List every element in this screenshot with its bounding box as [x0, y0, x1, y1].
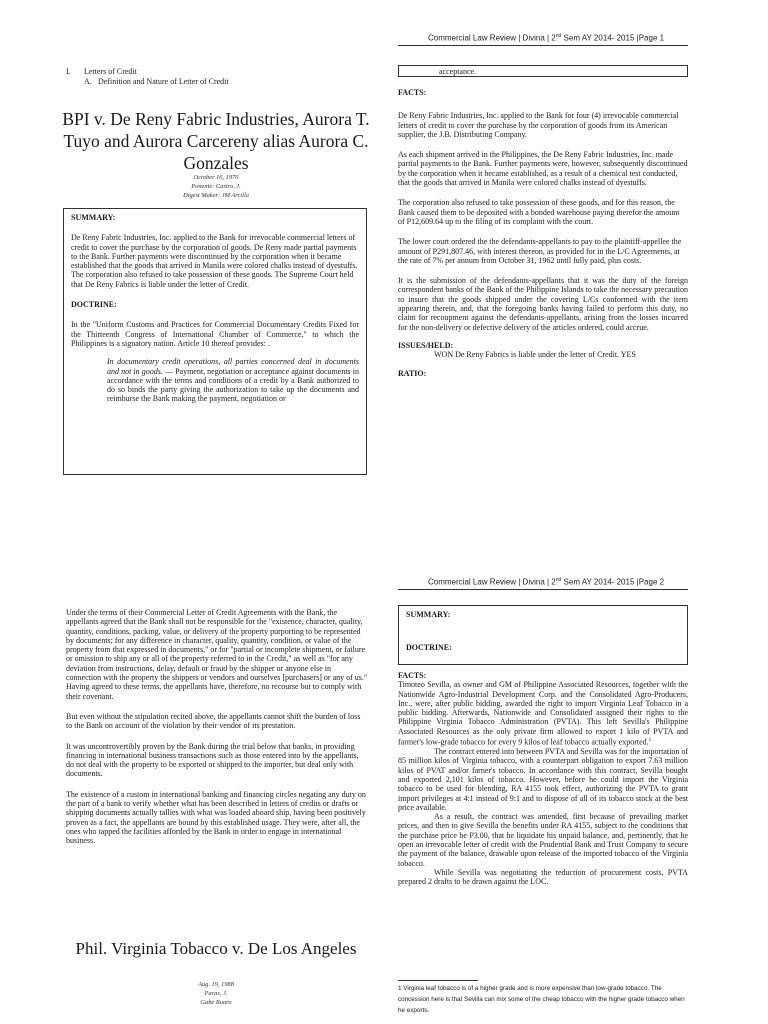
facts-paragraph: The lower court ordered the the defendants-appellants to pay to the plaintiff-appellee the amount of P291,807.46, with interest thereon, as provided for in the L/C Agreements, at the rate of 7% per annum from October 31, 1962 until fully paid, plus costs. [398, 237, 682, 265]
summary-heading: SUMMARY: [71, 213, 116, 222]
continued-box [398, 65, 688, 77]
issues-text: WON De Reny Fabrics is liable under the letter of Credit. YES [434, 350, 636, 360]
facts-section-2 [398, 671, 688, 886]
doctrine-heading-2: DOCTRINE: [406, 643, 452, 652]
summary-heading-2: SUMMARY: [406, 610, 451, 619]
facts-heading: FACTS: [398, 88, 427, 97]
issues-heading: ISSUES/HELD: [398, 340, 454, 350]
case-date: October 16, 1970 [193, 174, 239, 181]
outline-letter: A. [84, 77, 92, 86]
page-header: Commercial Law Review | Divina | 2nd Sem AY 2014- 2015 |Page 1 [428, 33, 665, 43]
facts-paragraph-2: Timoteo Sevilla, as owner and GM of Philippine Associated Resources, together with the Nationwide Agro-Industrial Development Corp. and the Consolidated Agro-Producers, Inc., were, after public bidding, awarded the right to import Virginia Leaf Tobacco in a public bidding. Afterwards, Nationwide and Consolidated assigned their rights to the Philippine Virginia Tobacco Administration (PVTA). This left Sevilla's Philippine Associated Resources as the only private firm allowed to export 1 kilo of PVTA and farmer's low-grade tobacco for every 9 kilos of leaf tobacco actually exported.$^1$ [398, 680, 688, 747]
case-date-2: Aug. 19, 1988 [198, 981, 234, 988]
continued-text: acceptance. [439, 67, 477, 76]
case-digest-maker: Digest Maker: JM Arcilla [183, 192, 249, 199]
facts-paragraph-2: As a result, the contract was amended, first because of prevailing market prices, and then to give Sevilla the benefits under RA 4155, subject to the conditions that the purchase price be P3.00, that he liquidate his unpaid balance, and, pertinently, that he open an irrevocable letter of credit with the Prudential Bank and Trust Company to secure the payment of the balance, drawable upon release of the imported tobacco of the Virginia tobacco. [398, 812, 688, 868]
summary-text: De Reny Fabric Industries, Inc. applied to the Bank for irrevocable commercial letters of credit to cover the purchase by the corporation of goods. De Reny made partial payments to the Bank. Further payments were discontinued by the corporation when it became established that the goods that arrived in Manila were colored chalks instead of dyestuffs. The corporation also refused to take possession of these goods. The Supreme Court held that De Reny Fabrics is liable under the letter of Credit. [71, 233, 358, 289]
ratio-paragraph: It was uncontrovertibly proven by the Bank during the trial below that banks, in providing financing in international business transactions such as those entered into by the appellants, do not deal with the property to be exported or shipped to the importer, but deal only with documents. [66, 741, 359, 779]
case-ponente: Ponente: Castro, J. [191, 183, 241, 190]
facts-paragraph: It is the submission of the defendants-appellants that it was the duty of the foreign correspondent banks of the Bank of the Philippine Islands to take the necessary precaution to insure that the goods shipped under the covering L/Cs conformed with the item appearing therein, and, that the foregoing banks having failed to perform this duty, no claim for recoupment against the defendants-appellants, arising from the losses incurred for the non-delivery or defective delivery of the articles ordered, could accrue. [398, 276, 688, 332]
ratio-continued [66, 608, 368, 846]
case-ponente-2: Paras, J. [204, 990, 228, 997]
summary-box-2 [398, 605, 688, 665]
facts-paragraph: De Reny Fabric Industries, Inc. applied to the Bank for four (4) irrevocable commercial letters of credit to cover the purchase by the corporation of goods from its American supplier, the J.B. Distributing Company. [398, 111, 679, 139]
facts-paragraph: As each shipment arrived in the Philippines, the De Reny Fabric Industries, Inc. made partial payments to the Bank. Further payments were, however, subsequently discontinued by the corporation when it became established, as a result of a chemical test conducted, that the goods that arrived in Manila were colored chalks instead of dyestuffs. [398, 150, 688, 188]
facts-paragraph-2: The contract entered into between PVTA and Sevilla was for the importation of 85 million kilos of Virginia tobacco, with a counterpart obligation to export 7.63 million kilos of PVAT and/or farner's tobacco. In accordance with this contract, Sevilla bought and exported 2,101 kilos of tobacco. However, before he could import the Virginia tobacco to be used for blending, RA 4155 took effect, authorizing the PVTA to grant import privileges at 4:1 instead of 9:1 and to dispose of all of its tobacco stock at the best price available. [398, 747, 688, 812]
facts-paragraph: The corporation also refused to take possession of these goods, and for this reason, the Bank caused them to be deposited with a bonded warehouse paying therefor the amount of P12,609.64 up to the filing of its complaint with the court. [398, 198, 680, 226]
doctrine-heading: DOCTRINE: [71, 300, 117, 310]
summary-box [63, 208, 367, 475]
case-title: BPI v. De Reny Fabric Industries, Aurora T. Tuyo and Aurora Carcereny alias Aurora C. Gonzales [62, 109, 370, 173]
ratio-paragraph: Under the terms of their Commercial Letter of Credit Agreements with the Bank, the appellants agreed that the Bank shall not be responsible for the "existence, character, quality, quantity, conditions, packing, value, or delivery of the property purporting to be represented by documents; for any difference in character, quality, quantity, condition, or value of the property from that expressed in documents," or for "partial or incomplete shipment, or failure or omission to ship any or all of the property referred to in the Credit," as well as "for any deviation from instructions, delay, default or fraud by the shipper or anyone else in connection with the property the shippers or vendors and ourselves [purchasers] or any of us." Having agreed to these terms, the appellants have, therefore, no recourse but to comply with their covenant. [66, 608, 368, 701]
facts-section [398, 88, 688, 378]
footnote-rule [398, 980, 478, 981]
facts-heading-2: FACTS: [398, 671, 427, 680]
outline-letter-label: Definition and Nature of Letter of Credit [98, 77, 229, 86]
outline-roman-label: Letters of Credit [84, 67, 137, 76]
facts-paragraph-2: While Sevilla was negotiating the reduction of procurement costs, PVTA prepared 2 drafts to be drawn against the LOC. [398, 867, 688, 887]
ratio-paragraph: But even without the stipulation recited above, the appellants cannot shift the burden of loss to the Bank on account of the violation by their vendor of its prestation. [66, 711, 361, 731]
header-rule [398, 45, 688, 46]
page-header: Commercial Law Review | Divina | 2nd Sem AY 2014- 2015 |Page 2 [428, 577, 665, 587]
header-rule [398, 589, 688, 590]
footnote: 1 Virginia leaf tobacco is of a higher grade and is more expensive than low-grade tobacco. The concession here is that Sevilla can mix some of the cheap tobacco with the higher grade tobacco when he exports. [398, 985, 685, 1014]
case-digest-maker-2: Gabe Ruaro [200, 999, 232, 1006]
doctrine-text: In the "Uniform Customs and Practices for Commercial Documentary Credits Fixed for the Thirteenth Congress of International Chamber of Commerce," to which the Philippines is a signatory nation. Article 10 thereof provides: . [71, 320, 359, 348]
outline-roman: I. [66, 67, 71, 76]
doctrine-quote: In documentary credit operations, all parties concerned deal in documents and not in goods. — Payment, negotiation or acceptance against documents in accordance with the terms and conditions of a credit by a Bank authorized to do so binds the party giving the authorization to take up the documents and reimburse the Bank making the payment, negotiation or [107, 357, 359, 404]
ratio-heading: RATIO: [398, 368, 427, 378]
ratio-paragraph: The existence of a custom in international banking and financing circles negating any duty on the part of a bank to verify whether what has been described in letters of credits or drafts or shipping documents actually tallies with what was loaded aboard ship, having been positively proven as a fact, the appellants are bound by this established usage. They were, after all, the ones who tapped the facilities afforded by the Bank in order to engage in international business. [66, 789, 366, 846]
case-title-2: Phil. Virginia Tobacco v. De Los Angeles [75, 939, 357, 958]
